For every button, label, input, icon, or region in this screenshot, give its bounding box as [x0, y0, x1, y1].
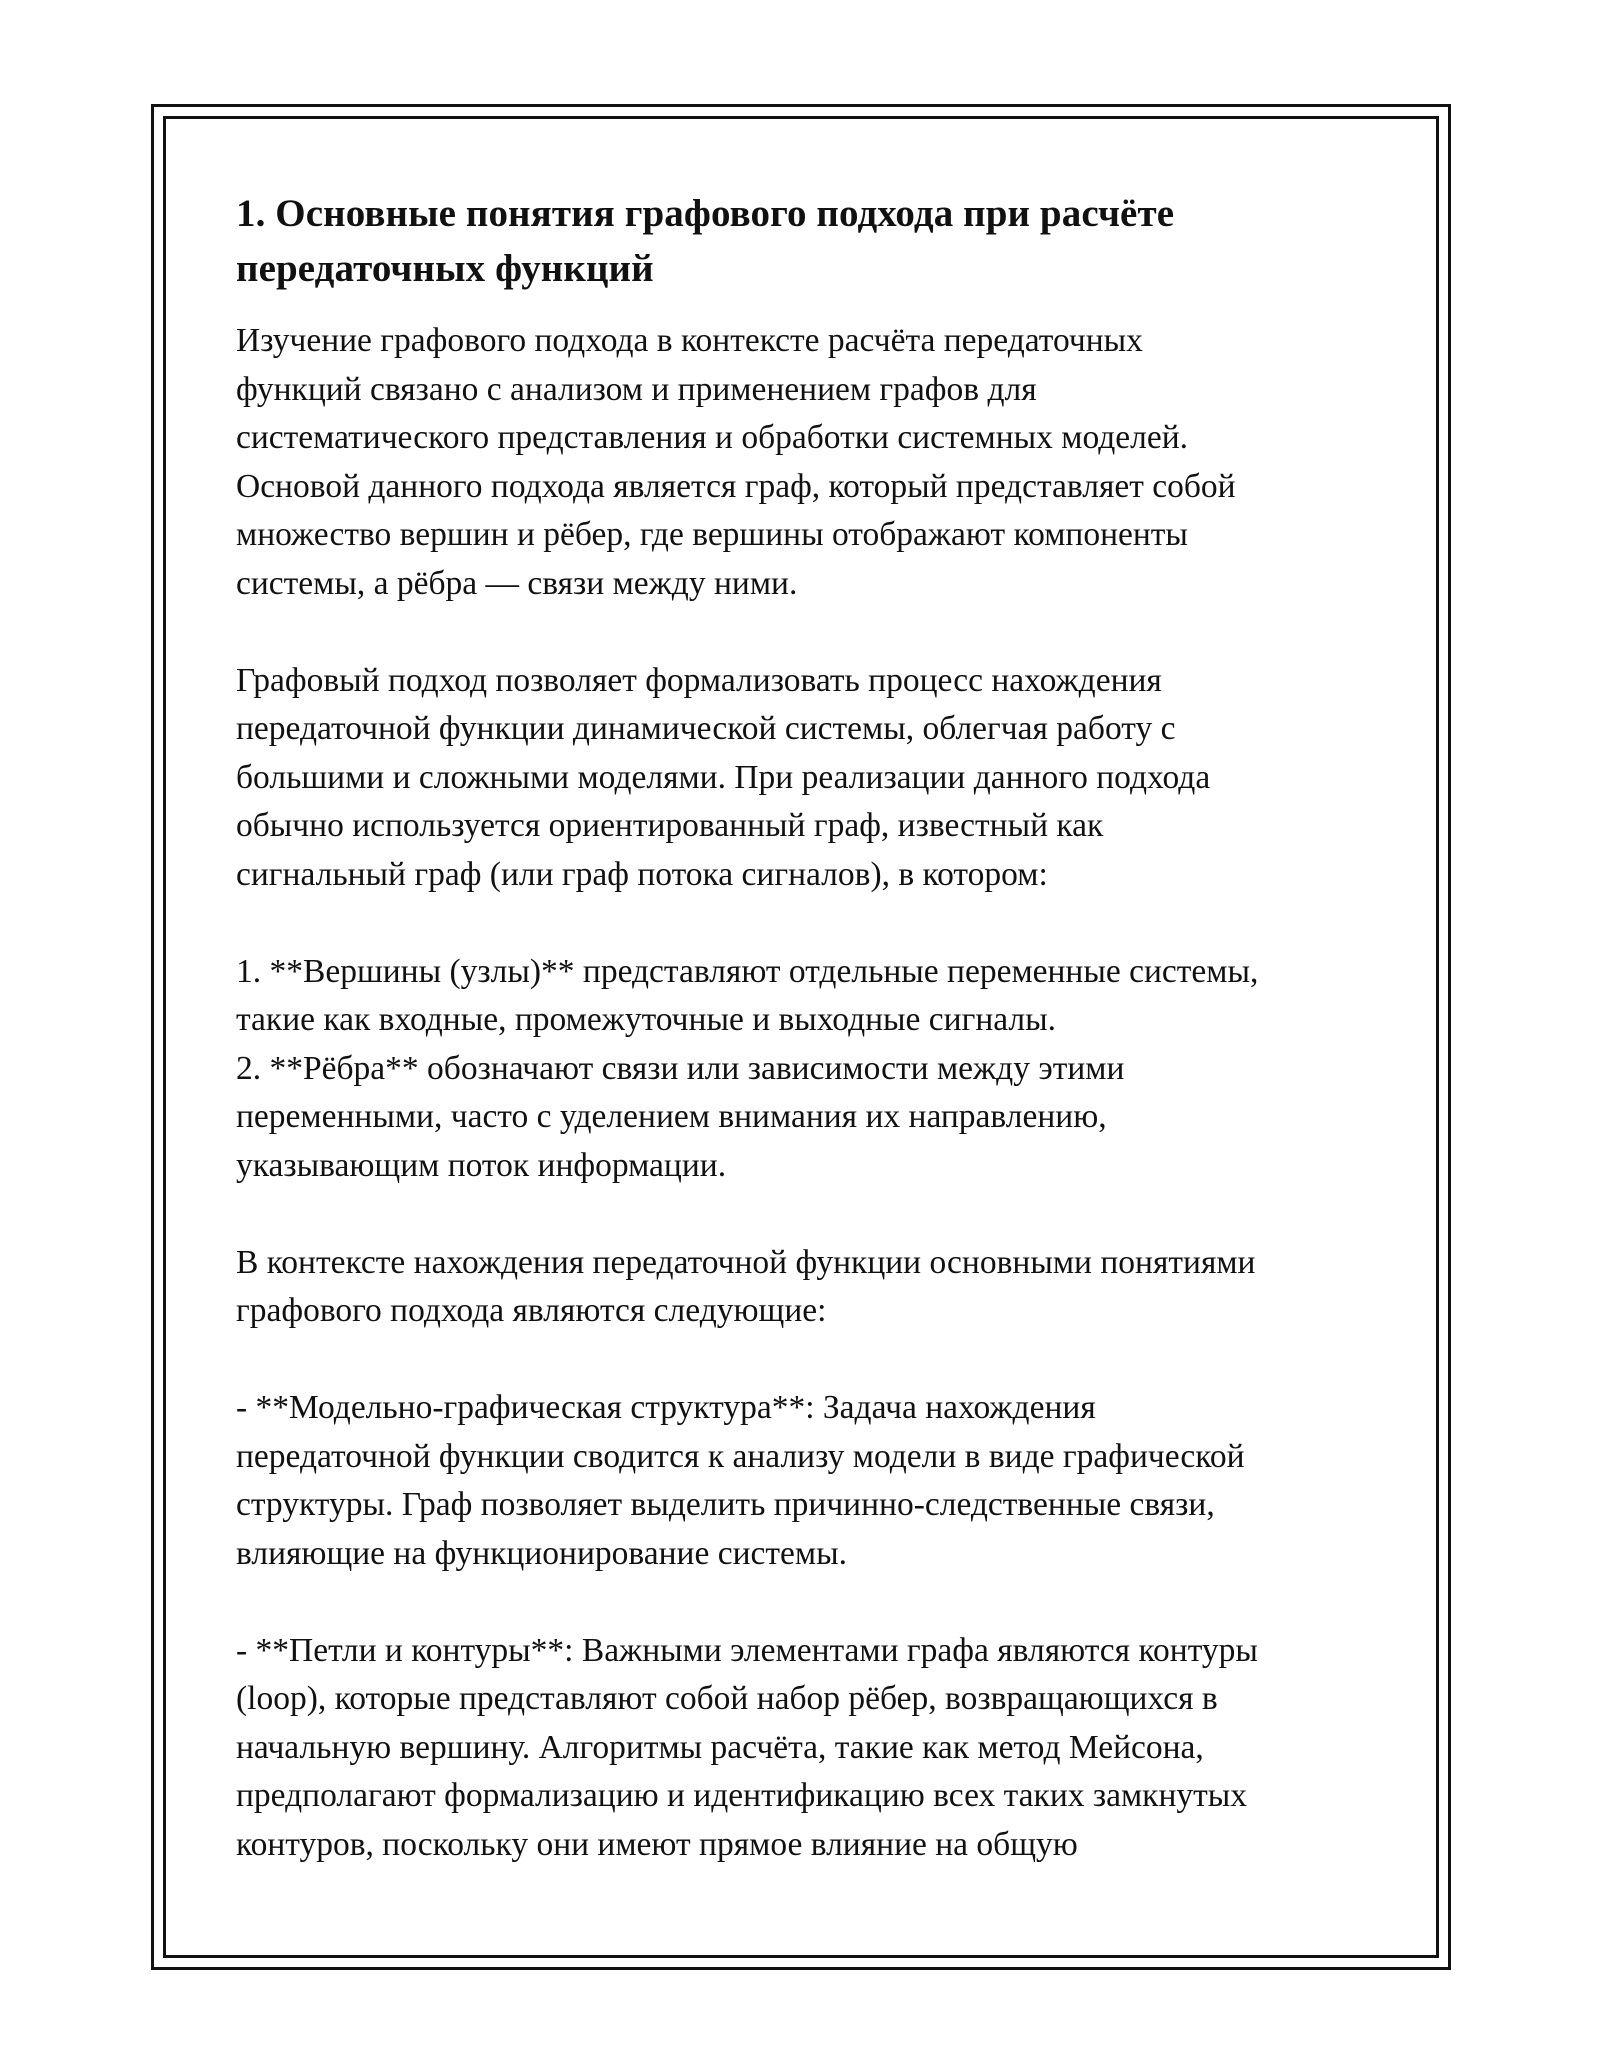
numbered-list: 1. **Вершины (узлы)** представляют отдельные переменные системы, такие как входные, промежуточные и выходные сигналы. 2. **Рёбра** обозначают связи или зависимости между этими переменными, часто с уделением внимания их направлению, указывающим поток информации. [236, 952, 1259, 1184]
bullet-loops-contours: - **Петли и контуры**: Важными элементами графа являются контуры (loop), которые представляют собой набор рёбер, возвращающихся в начальную вершину. Алгоритмы расчёта, такие как метод Мейсона, предполагают формализацию и идентификацию всех таких замкнутых контуров, поскольку они имеют прямое влияние на общую [236, 1631, 1258, 1863]
paragraph-spacer [236, 1336, 1386, 1385]
paragraph-spacer [236, 608, 1386, 657]
paragraph-intro: Изучение графового подхода в контексте расчёта передаточных функций связано с анализом и применением графов для систематического представления и обработки системных моделей. Основой данного подхода является граф, который представляет собой множество вершин и рёбер, где вершины отображают компоненты системы, а рёбра — связи между ними. [236, 322, 1236, 602]
paragraph-key-concepts: В контексте нахождения передаточной функции основными понятиями графового подхода являются следующие: [236, 1243, 1256, 1329]
paragraph-spacer [236, 1578, 1386, 1627]
section-heading: 1. Основные понятия графового подхода при расчёте передаточных функций [236, 192, 1175, 290]
paragraph-spacer [236, 1190, 1386, 1239]
document-body [236, 186, 1386, 1869]
paragraph-spacer [236, 899, 1386, 948]
bullet-model-structure: - **Модельно-графическая структура**: Задача нахождения передаточной функции сводится к анализу модели в виде графической структуры. Граф позволяет выделить причинно-следственные связи, влияющие на функционирование системы. [236, 1389, 1245, 1572]
paragraph-signal-graph: Графовый подход позволяет формализовать процесс нахождения передаточной функции динамической системы, облегчая работу с большими и сложными моделями. При реализации данного подхода обычно используется ориентированный граф, известный как сигнальный граф (или граф потока сигналов), в котором: [236, 661, 1211, 893]
